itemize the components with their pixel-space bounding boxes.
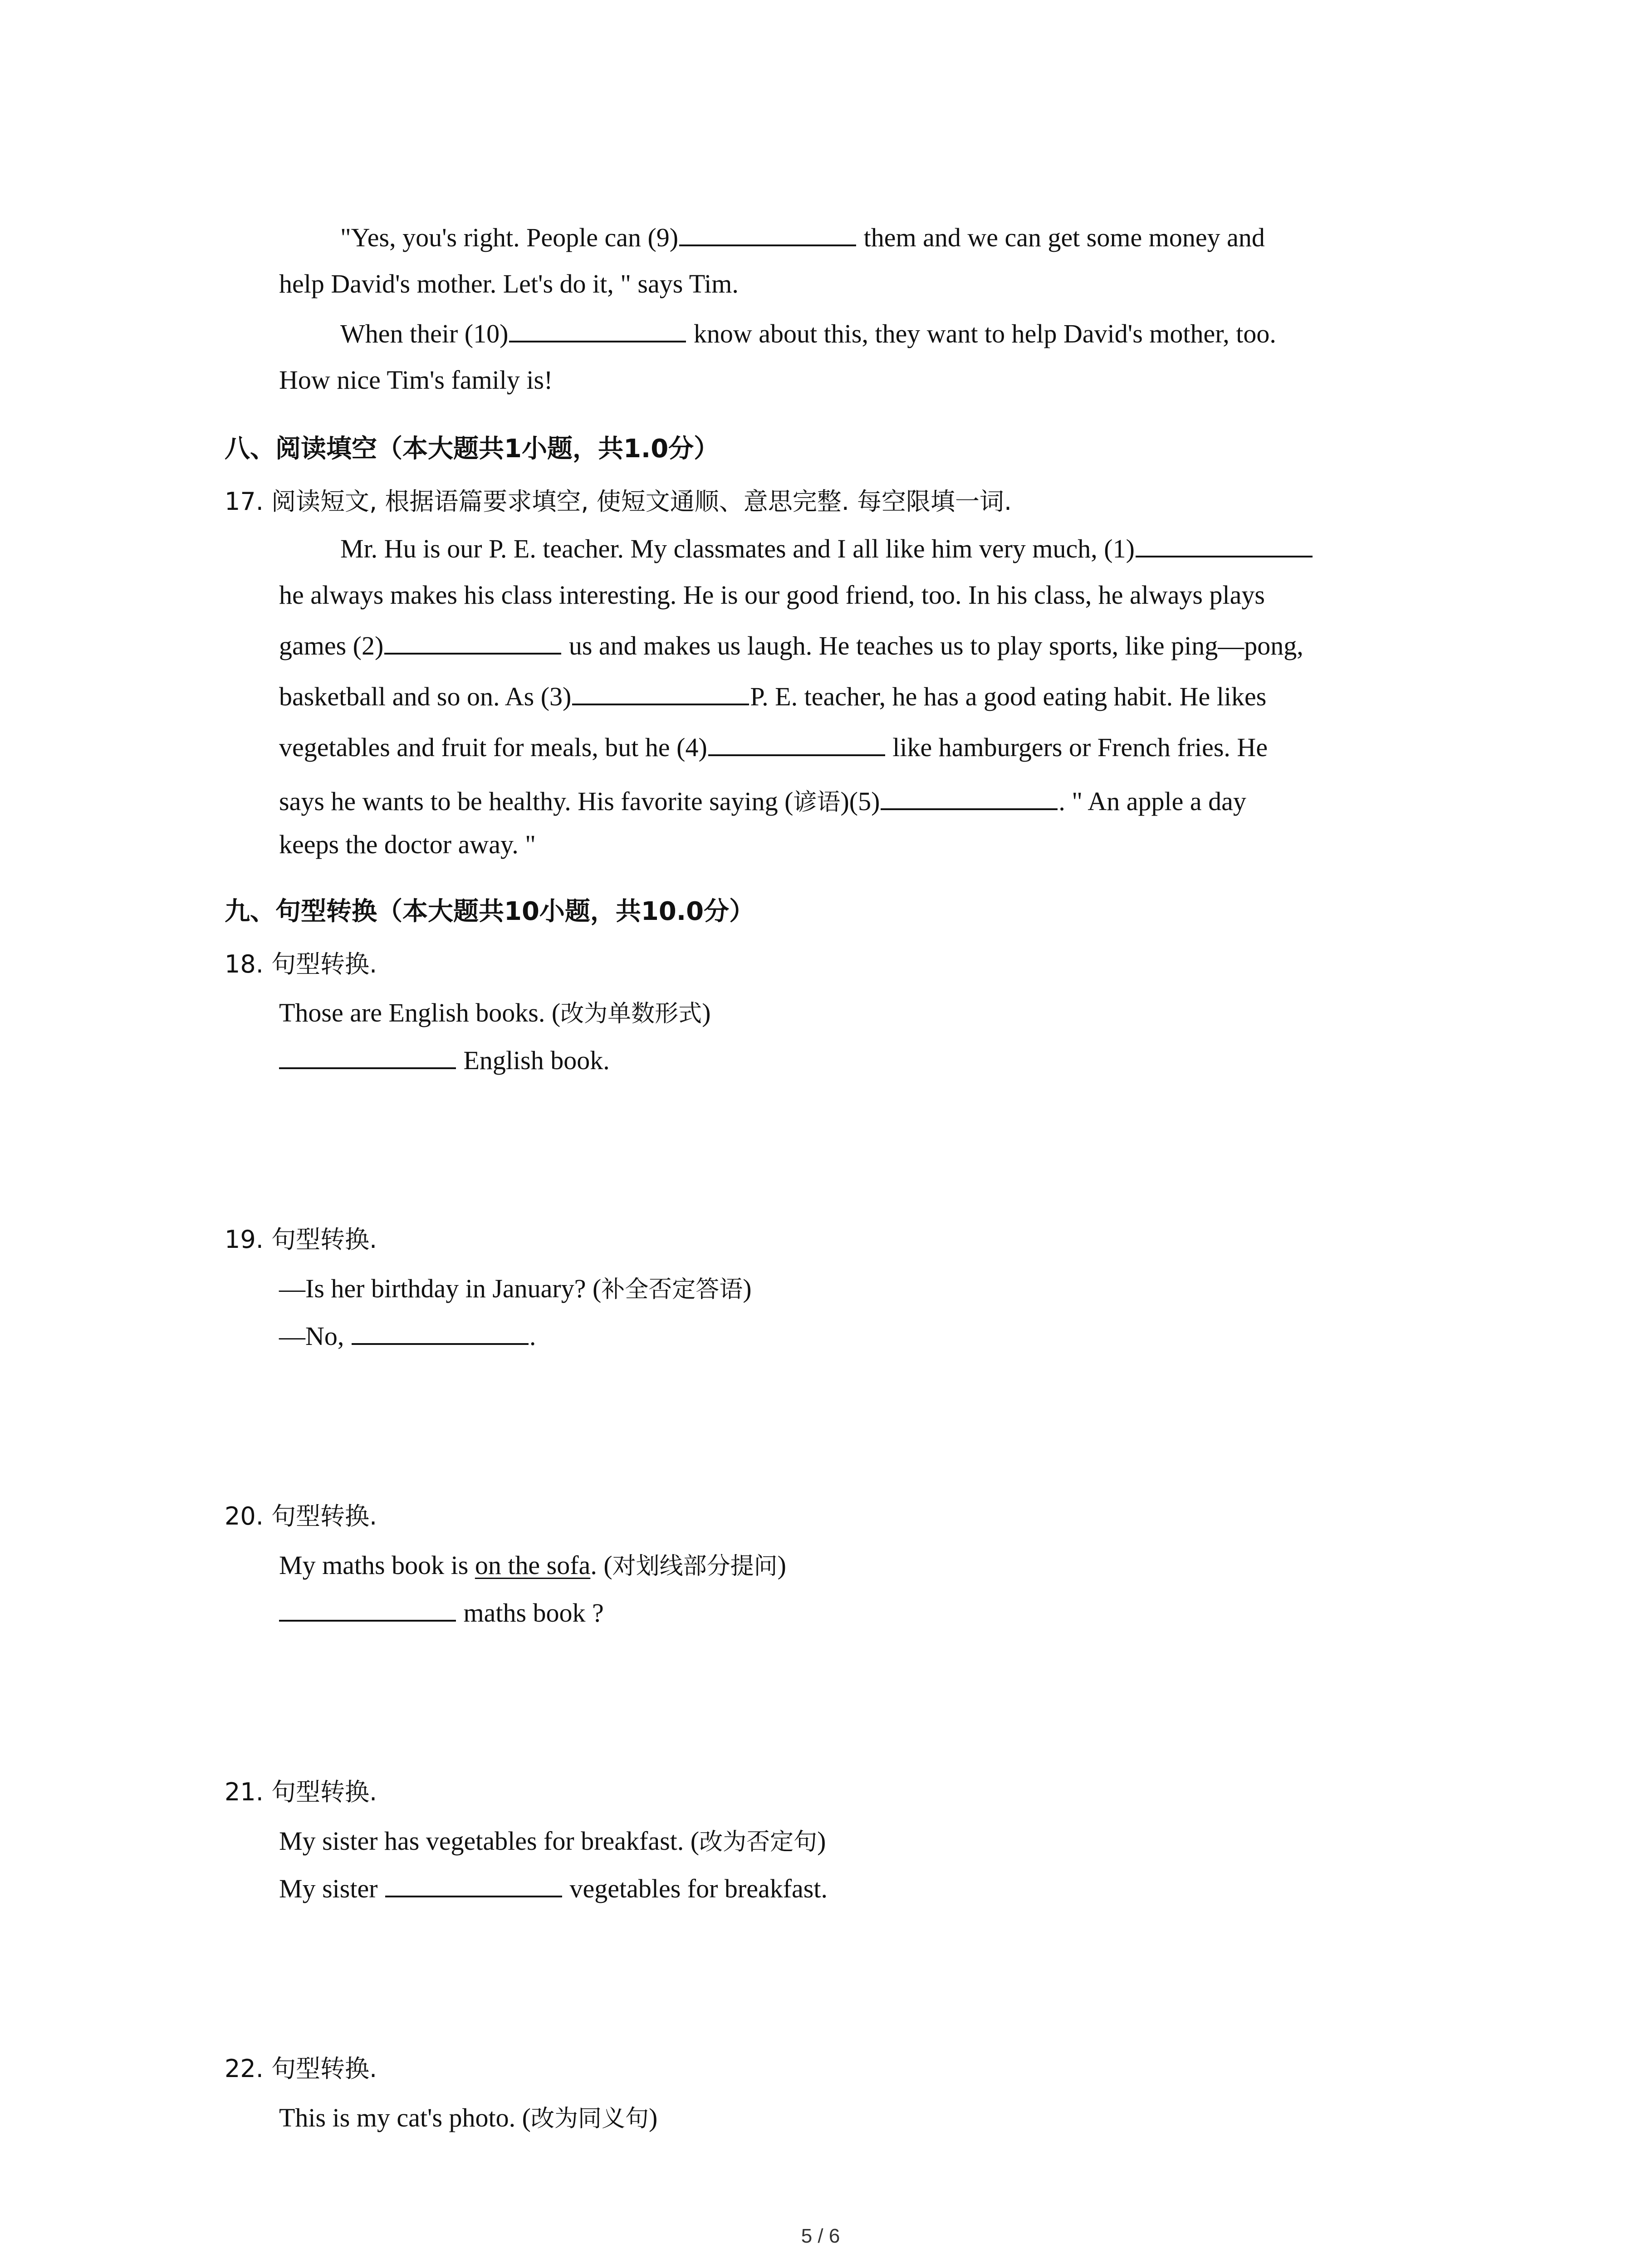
reading-text: us and makes us laugh. He teaches us to play sports, like ping—pong,: [562, 631, 1303, 660]
reading-text: he always makes his class interesting. He is our good friend, too. In his class, he always plays: [279, 580, 1265, 610]
page-number: 5 / 6: [801, 2225, 840, 2247]
answer-line: [279, 1873, 828, 1904]
question-number: 17.: [225, 487, 264, 516]
reading-line: [279, 783, 1246, 817]
answer-blank-21[interactable]: [385, 1874, 562, 1897]
reading-line: [279, 681, 1266, 712]
sentence-text: Those are English books. (: [279, 998, 561, 1027]
question-19: [225, 1220, 377, 1255]
question-sentence: [279, 994, 711, 1028]
section-heading: 八、阅读填空（本大题共1小题，共1.0分）: [225, 434, 720, 464]
sentence-text: This is my cat's photo. (: [279, 2103, 531, 2132]
answer-blank-19[interactable]: [352, 1321, 529, 1345]
question-20: [225, 1497, 377, 1532]
answer-text: —No,: [279, 1321, 351, 1351]
question-title: 句型转换.: [271, 1225, 377, 1254]
question-number: 22.: [225, 2054, 264, 2083]
answer-line: [279, 1598, 604, 1628]
question-17: [225, 482, 1012, 517]
sentence-hint: 改为单数形式: [560, 1000, 702, 1027]
sentence-hint: 对划线部分提问: [612, 1553, 778, 1580]
reading-line: [279, 631, 1303, 661]
sentence-hint: 改为同义句: [530, 2105, 649, 2132]
sentence-hint: 改为否定句: [699, 1828, 818, 1856]
passage-line: [279, 269, 739, 299]
reading-line: [340, 533, 1313, 564]
passage-text: How nice Tim's family is!: [279, 365, 553, 395]
question-number: 19.: [225, 1225, 264, 1254]
passage-line: [340, 222, 1265, 253]
reading-line: [279, 580, 1265, 610]
question-instruction: 阅读短文, 根据语篇要求填空, 使短文通顺、意思完整. 每空限填一词.: [271, 487, 1012, 516]
sentence-text: ): [777, 1550, 786, 1580]
answer-blank-3[interactable]: [572, 682, 749, 705]
answer-text: maths book ?: [457, 1598, 604, 1628]
answer-blank-1[interactable]: [1136, 534, 1313, 557]
answer-blank-5[interactable]: [881, 787, 1058, 810]
answer-blank-4[interactable]: [708, 733, 885, 756]
passage-text: them and we can get some money and: [857, 223, 1265, 252]
reading-text-zh: 谚语: [793, 789, 841, 816]
reading-text: P. E. teacher, he has a good eating habit. He likes: [750, 682, 1267, 711]
sentence-text: My maths book is: [279, 1550, 475, 1580]
reading-text: Mr. Hu is our P. E. teacher. My classmates and I all like him very much, (1): [340, 534, 1135, 563]
passage-text: "Yes, you's right. People can (9): [340, 223, 679, 252]
answer-text: vegetables for breakfast.: [563, 1874, 828, 1903]
answer-text: My sister: [279, 1874, 384, 1903]
passage-text: When their (10): [340, 319, 509, 348]
question-sentence: [279, 1823, 826, 1857]
reading-text: like hamburgers or French fries. He: [886, 733, 1268, 762]
answer-blank-9[interactable]: [679, 223, 856, 246]
reading-line: [279, 732, 1268, 763]
answer-text: English book.: [457, 1046, 610, 1075]
sentence-hint: 补全否定答语: [601, 1276, 743, 1303]
passage-line: [340, 318, 1276, 349]
question-title: 句型转换.: [271, 950, 377, 978]
question-sentence: [279, 1547, 786, 1581]
answer-blank-2[interactable]: [384, 631, 561, 655]
question-sentence: [279, 1270, 752, 1304]
question-title: 句型转换.: [271, 2054, 377, 2083]
answer-line: [279, 1321, 536, 1351]
reading-text: . " An apple a day: [1058, 787, 1246, 816]
question-sentence: [279, 2099, 657, 2133]
sentence-text: ): [817, 1826, 826, 1856]
reading-text: vegetables and fruit for meals, but he (4): [279, 733, 707, 762]
question-21: [225, 1773, 377, 1808]
answer-blank-20[interactable]: [279, 1598, 456, 1622]
question-title: 句型转换.: [271, 1502, 377, 1530]
answer-blank-10[interactable]: [509, 319, 686, 342]
sentence-text: —Is her birthday in January? (: [279, 1274, 602, 1303]
sentence-text: ): [743, 1274, 752, 1303]
reading-text: keeps the doctor away. ": [279, 830, 536, 859]
answer-line: [279, 1045, 610, 1075]
sentence-text: ): [648, 2103, 658, 2132]
sentence-text: ): [702, 998, 711, 1027]
sentence-text: . (: [590, 1550, 612, 1580]
question-number: 18.: [225, 950, 264, 978]
question-18: [225, 945, 377, 980]
question-number: 20.: [225, 1502, 264, 1530]
question-22: [225, 2049, 377, 2084]
answer-blank-18[interactable]: [279, 1046, 456, 1069]
section-heading: 九、句型转换（本大题共10小题，共10.0分）: [225, 897, 755, 926]
question-number: 21.: [225, 1778, 264, 1806]
passage-line: [279, 365, 553, 395]
answer-text: .: [529, 1321, 536, 1351]
sentence-text: My sister has vegetables for breakfast. (: [279, 1826, 700, 1856]
question-title: 句型转换.: [271, 1778, 377, 1806]
underlined-phrase: on the sofa: [475, 1550, 591, 1580]
reading-text: basketball and so on. As (3): [279, 682, 572, 711]
reading-text: )(5): [840, 787, 880, 816]
reading-line: [279, 829, 536, 860]
reading-text: games (2): [279, 631, 384, 660]
passage-text: know about this, they want to help David's mother, too.: [687, 319, 1276, 348]
passage-text: help David's mother. Let's do it, " says Tim.: [279, 269, 739, 298]
reading-text: says he wants to be healthy. His favorite saying (: [279, 787, 794, 816]
